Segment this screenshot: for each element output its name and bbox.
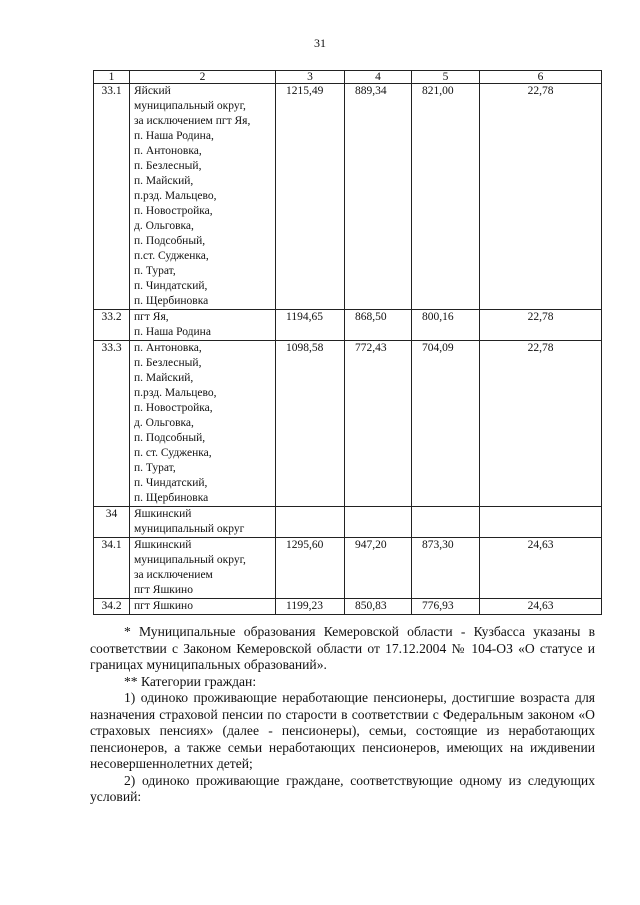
territory-name-line: пгт Яшкино (134, 600, 193, 612)
territory-name-line: пгт Яшкино (134, 584, 193, 596)
territory-name-line: за исключением пгт Яя, (134, 115, 251, 127)
table-row (94, 599, 602, 615)
value-col6-cell: 24,63 (480, 599, 602, 615)
value-col3-cell: 1295,60 (276, 538, 345, 599)
footnote-category-2: 2) одиноко проживающие граждане, соответствующие одному из следующих условий: (90, 772, 595, 804)
territory-name-line: д. Ольговка, (134, 417, 194, 429)
header-cell: 5 (412, 71, 480, 84)
territory-name-cell (130, 84, 276, 310)
value-col4-cell (345, 507, 412, 538)
territory-name-line: Яшкинский (134, 539, 192, 551)
header-cell: 3 (276, 71, 345, 84)
value-col5-cell: 821,00 (412, 84, 480, 310)
territory-name-line: п.рзд. Мальцево, (134, 190, 217, 202)
value-col6-cell: 22,78 (480, 84, 602, 310)
value-col6-cell: 24,63 (480, 538, 602, 599)
table-row (94, 507, 602, 538)
territory-name-line: п. Щербиновка (134, 295, 209, 307)
value-col3-cell: 1215,49 (276, 84, 345, 310)
table-row (94, 538, 602, 599)
territory-name-line: муниципальный округ (134, 523, 245, 535)
territory-name-line: п. Наша Родина, (134, 130, 214, 142)
value-col5-cell: 704,09 (412, 341, 480, 507)
territory-name-line: п. Турат, (134, 462, 176, 474)
header-cell: 1 (94, 71, 130, 84)
territory-name-line: п. Чиндатский, (134, 280, 208, 292)
value-col3-cell: 1194,65 (276, 310, 345, 341)
territory-name-cell (130, 310, 276, 341)
territory-name-line: п. Турат, (134, 265, 176, 277)
territory-name-line: муниципальный округ, (134, 554, 246, 566)
header-cell: 2 (130, 71, 276, 84)
header-cell: 6 (480, 71, 602, 84)
value-col6-cell: 22,78 (480, 341, 602, 507)
territory-name-line: д. Ольговка, (134, 220, 194, 232)
territory-name-line: Яшкинский (134, 508, 192, 520)
value-col5-cell: 873,30 (412, 538, 480, 599)
value-col4-cell: 947,20 (345, 538, 412, 599)
territory-name-line: п. ст. Судженка, (134, 447, 212, 459)
territory-name-line: п. Подсобный, (134, 432, 206, 444)
territory-name-cell (130, 538, 276, 599)
row-number-cell: 34 (94, 507, 130, 538)
territory-name-line: муниципальный округ, (134, 100, 246, 112)
data-table (93, 70, 602, 615)
table-row (94, 310, 602, 341)
territory-name-line: п. Новостройка, (134, 205, 213, 217)
value-col4-cell: 889,34 (345, 84, 412, 310)
value-col4-cell: 850,83 (345, 599, 412, 615)
table-body (94, 71, 602, 615)
territory-name-line: Яйский (134, 85, 171, 97)
territory-name-line: п. Антоновка, (134, 342, 202, 354)
value-col5-cell: 800,16 (412, 310, 480, 341)
territory-name-line: п. Майский, (134, 372, 194, 384)
value-col3-cell: 1098,58 (276, 341, 345, 507)
territory-name-line: п. Новостройка, (134, 402, 213, 414)
footnote-categories-heading: ** Категории граждан: (124, 673, 257, 689)
value-col4-cell: 772,43 (345, 341, 412, 507)
table-row (94, 341, 602, 507)
value-col5-cell (412, 507, 480, 538)
territory-name-line: за исключением (134, 569, 213, 581)
footnotes (90, 624, 595, 806)
territory-name-line: п. Подсобный, (134, 235, 206, 247)
territory-name-line: п. Безлесный, (134, 160, 202, 172)
territory-name-cell (130, 507, 276, 538)
territory-name-line: п. Наша Родина (134, 326, 211, 338)
territory-name-line: пгт Яя, (134, 311, 169, 323)
territory-name-line: п. Чиндатский, (134, 477, 208, 489)
value-col6-cell (480, 507, 602, 538)
row-number-cell: 33.2 (94, 310, 130, 341)
territory-name-line: п. Безлесный, (134, 357, 202, 369)
footnote-category-1: 1) одиноко проживающие неработающие пенсионеры, достигшие возраста для назначения страховой пенсии по старости в соответствии с Федеральным законом «О страховых пенсиях» (далее - пенсионеры), семьи, состоящие из неработающих пенсионеров, а также семьи неработающих пенсионеров, имеющих на иждивении несовершеннолетних детей; (90, 690, 595, 771)
territory-name-line: п.ст. Судженка, (134, 250, 209, 262)
value-col6-cell: 22,78 (480, 310, 602, 341)
value-col5-cell: 776,93 (412, 599, 480, 615)
page-number: 31 (314, 36, 326, 50)
territory-name-line: п. Майский, (134, 175, 194, 187)
row-number-cell: 33.3 (94, 341, 130, 507)
table-header-row (94, 71, 602, 84)
table-row (94, 84, 602, 310)
row-number-cell: 33.1 (94, 84, 130, 310)
header-cell: 4 (345, 71, 412, 84)
territory-name-cell (130, 599, 276, 615)
footnote-municipal: * Муниципальные образования Кемеровской области - Кузбасса указаны в соответствии с Законом Кемеровской области от 17.12.2004 № 104-ОЗ «О статусе и границах муниципальных образований». (90, 624, 595, 672)
row-number-cell: 34.1 (94, 538, 130, 599)
territory-name-line: п. Антоновка, (134, 145, 202, 157)
value-col3-cell (276, 507, 345, 538)
territory-name-cell (130, 341, 276, 507)
value-col4-cell: 868,50 (345, 310, 412, 341)
value-col3-cell: 1199,23 (276, 599, 345, 615)
territory-name-line: п. Щербиновка (134, 492, 209, 504)
row-number-cell: 34.2 (94, 599, 130, 615)
territory-name-line: п.рзд. Мальцево, (134, 387, 217, 399)
